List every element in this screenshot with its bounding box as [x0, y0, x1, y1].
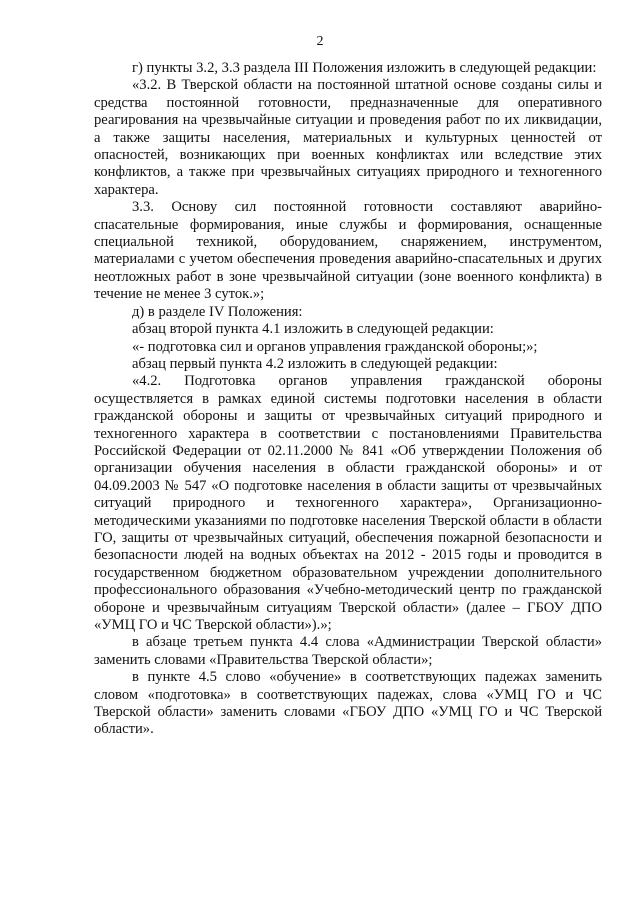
- paragraph-3-2: «3.2. В Тверской области на постоянной штатной основе созданы силы и средства постоянной готовности, предназначенные для оперативного реагирования на чрезвычайные ситуации и проведения работ по их ликвидации, а также защиты населения, материальных и культурных ценностей от опасностей, возникающих при военных конфликтах или вследствие этих конфликтов, а также при чрезвычайных ситуациях природного и техногенного характера.: [94, 77, 602, 198]
- paragraph-4-5: в пункте 4.5 слово «обучение» в соответствующих падежах заменить словом «подготовка» в соответствующих падежах, слова «УМЦ ГО и ЧС Тверской области» заменить словами «ГБОУ ДПО «УМЦ ГО и ЧС Тверской области».: [94, 669, 602, 738]
- paragraph-amendment-g: г) пункты 3.2, 3.3 раздела III Положения изложить в следующей редакции:: [132, 60, 597, 76]
- document-body: [94, 60, 602, 739]
- paragraph-4-2-text: «4.2. Подготовка органов управления гражданской обороны осуществляется в рамках единой системы подготовки населения в области гражданской обороны и защиты от чрезвычайных ситуаций природного и техногенного характера в соответствии с постановлениями Правительства Российской Федерации от 02.11.2000 № 841 «Об утверждении Положения об организации обучения населения в области гражданской обороны» и от 04.09.2003 № 547 «О подготовке населения в области защиты от чрезвычайных ситуаций природного и техногенного характера», Организационно-методическими указаниями по подготовке населения Тверской области в области ГО, защиты от чрезвычайных ситуаций, обеспечения пожарной безопасности и безопасности людей на водных объектах на 2012 - 2015 годы и проводится в государственном бюджетном образовательном учреждении дополнительного профессионального образования «Учебно-методический центр по гражданской обороне и чрезвычайным ситуациям Тверской области» (далее – ГБОУ ДПО «УМЦ ГО и ЧС Тверской области»).»;: [94, 373, 602, 633]
- page-number: 2: [316, 34, 324, 49]
- paragraph-amendment-d: д) в разделе IV Положения:: [132, 303, 303, 320]
- paragraph-4-4: в абзаце третьем пункта 4.4 слова «Администрации Тверской области» заменить словами «Правительства Тверской области»;: [94, 634, 602, 668]
- paragraph-4-1-text: «- подготовка сил и органов управления гражданской обороны;»;: [132, 338, 538, 355]
- paragraph-4-1-instruction: абзац второй пункта 4.1 изложить в следующей редакции:: [132, 321, 494, 338]
- paragraph-3-3: 3.3. Основу сил постоянной готовности составляют аварийно-спасательные формирования, иные службы и формирования, оснащенные специальной техникой, оборудованием, снаряжением, инструментом, материалами с учетом обеспечения проведения аварийно-спасательных и других неотложных работ в зоне чрезвычайной ситуации (зоне военного конфликта) в течение не менее 3 суток.»;: [94, 199, 602, 303]
- paragraph-4-2-instruction: абзац первый пункта 4.2 изложить в следующей редакции:: [132, 355, 498, 372]
